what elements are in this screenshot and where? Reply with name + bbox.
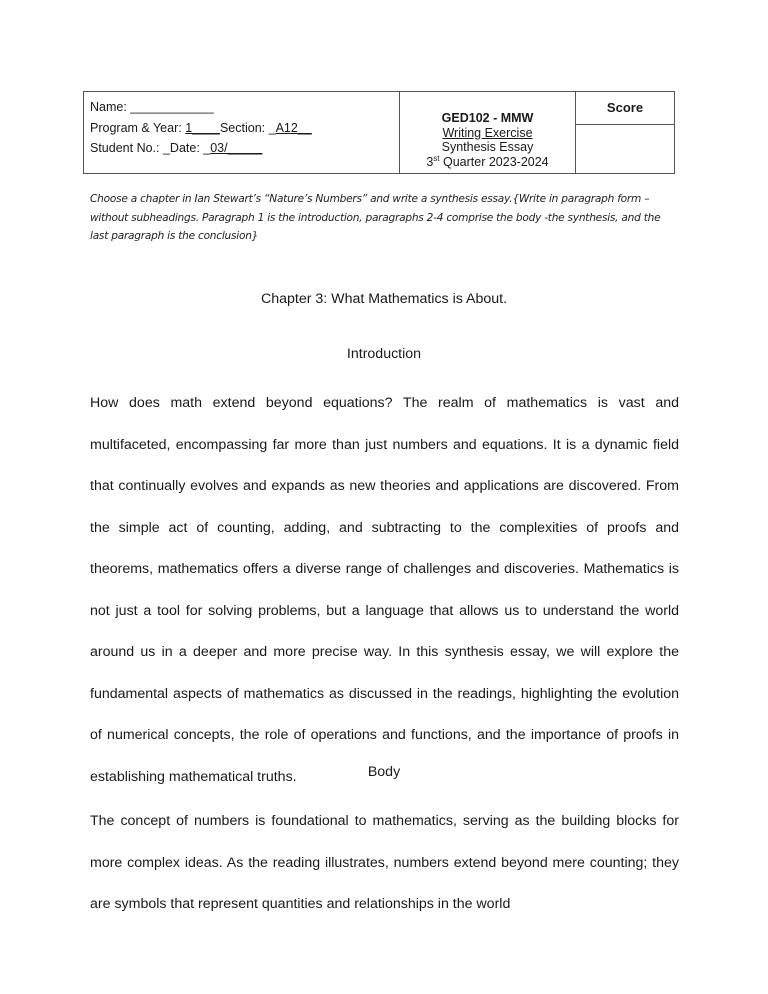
section-heading-introduction: Introduction bbox=[346, 346, 422, 362]
course-code: GED102 - MMW bbox=[441, 111, 534, 125]
student-no-date-label: Student No.: _Date: _ bbox=[90, 141, 211, 155]
quarter-suffix: st bbox=[433, 153, 440, 163]
quarter-number: 3 bbox=[426, 154, 434, 169]
student-date-field bbox=[90, 138, 393, 159]
quarter-line bbox=[400, 155, 575, 170]
chapter-title: Chapter 3: What Mathematics is About. bbox=[260, 291, 508, 307]
course-info-cell bbox=[400, 92, 576, 173]
section-blank: __ bbox=[297, 120, 312, 135]
date-value: 03/ bbox=[210, 141, 228, 155]
score-cell bbox=[576, 92, 674, 173]
date-blank: _____ bbox=[227, 141, 263, 155]
section-value: A12 bbox=[275, 120, 298, 135]
program-year-label: Program & Year: bbox=[90, 120, 186, 135]
section-label: Section: _ bbox=[219, 120, 276, 135]
name-field bbox=[90, 97, 393, 118]
score-value bbox=[576, 125, 674, 173]
student-info-cell bbox=[84, 92, 400, 173]
program-year-value: 1 bbox=[185, 120, 193, 135]
name-label: Name: ____________ bbox=[90, 100, 214, 114]
score-label: Score bbox=[576, 92, 674, 125]
section-heading-body: Body bbox=[367, 764, 401, 780]
header-table bbox=[83, 91, 675, 174]
exercise-type: Synthesis Essay bbox=[441, 140, 534, 154]
program-section-field bbox=[90, 118, 393, 139]
body-paragraph: The concept of numbers is foundational to mathematics, serving as the building blocks for more complex ideas. As the reading illustrates, numbers extend beyond mere counting; they are symbols that represent quantities and relationships in the world bbox=[90, 813, 679, 912]
instructions-text: Choose a chapter in Ian Stewart’s “Nature’s Numbers” and write a synthesis essay.{Write in paragraph form – without subheadings. Paragraph 1 is the introduction, paragraphs 2-4 comprise the body -the synthesis, and the last paragraph is the conclusion} bbox=[90, 193, 661, 242]
quarter-text: Quarter 2023-2024 bbox=[439, 154, 549, 169]
program-year-blank: ____ bbox=[192, 120, 220, 135]
introduction-paragraph: How does math extend beyond equations? The realm of mathematics is vast and multifaceted, encompassing far more than just numbers and equations. It is a dynamic field that continually evolves and expands as new theories and applications are discovered. From the simple act of counting, adding, and subtracting to the complexities of proofs and theorems, mathematics offers a diverse range of challenges and discoveries. Mathematics is not just a tool for solving problems, but a language that allows us to understand the world around us in a deeper and more precise way. In this synthesis essay, we will explore the fundamental aspects of mathematics as discussed in the readings, highlighting the evolution of numerical concepts, the role of operations and functions, and the importance of proofs in establishing mathematical truths. bbox=[90, 395, 679, 785]
exercise-title: Writing Exercise bbox=[442, 125, 533, 140]
